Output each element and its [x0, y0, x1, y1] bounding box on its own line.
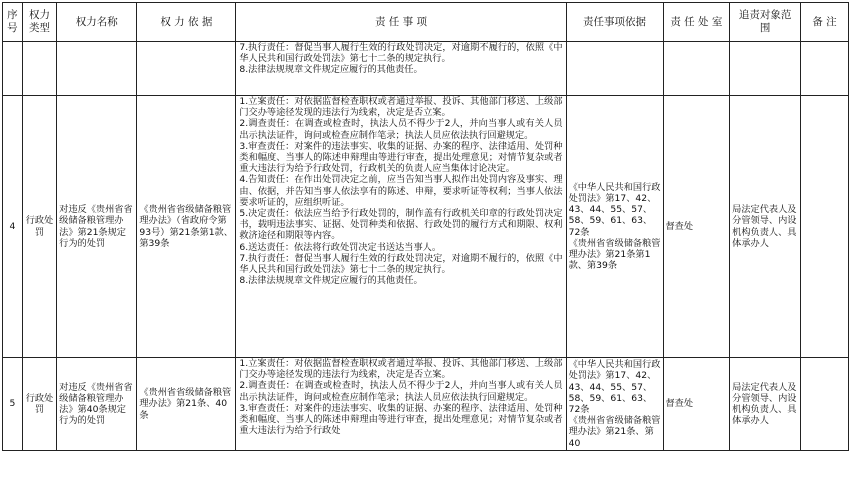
cell-name: 对违反《贵州省省级储备粮管理办法》第40条规定行为的处罚: [57, 358, 137, 451]
header-duty: 责 任 事 项: [236, 3, 566, 42]
header-seq: 序号: [3, 3, 23, 42]
duty-line: 2.调查责任：在调查或检查时，执法人员不得少于2人，并向当事人或有关人员出示执法证件，询问或检查应制作笔录；执法人员应依法执行回避规定。: [239, 118, 563, 141]
header-row: [3, 3, 849, 42]
cell-type: 行政处罚: [22, 96, 56, 358]
duty-line: 5.决定责任：依法应当给予行政处罚的，制作盖有行政机关印章的行政处罚决定书，载明违法事实、证据、处罚种类和依据、行政处罚的履行方式和期限、权利救济途径和期限等内容。: [239, 208, 563, 242]
header-remark: 备 注: [801, 3, 849, 42]
duty-line: 2.调查责任：在调查或检查时，执法人员不得少于2人，并向当事人或有关人员出示执法证件，询问或检查应制作笔录；执法人员应依法执行回避规定。: [239, 380, 563, 403]
duty-line: 7.执行责任：督促当事人履行生效的行政处罚决定，对逾期不履行的，依照《中华人民共和国行政处罚法》第七十二条的规定执行。: [239, 42, 563, 65]
header-duty-basis: 责任事项依据: [566, 3, 663, 42]
duty-line: 8.法律法规规章文件规定应履行的其他责任。: [239, 275, 423, 287]
duty-line: 3.审查责任：对案件的违法事实、收集的证据、办案的程序、法律适用、处罚种类和幅度、当事人的陈述申辩理由等进行审查，提出处理意见；对情节复杂或者重大违法行为给予行政处: [239, 402, 563, 437]
cell-scope: 局法定代表人及分管领导、内设机构负责人、具体承办人: [730, 358, 801, 451]
cell-office: 督查处: [663, 358, 730, 451]
duty-line: 4.告知责任：在作出处罚决定之前，应当告知当事人拟作出处罚内容及事实、理由、依据，并告知当事人依法享有的陈述、申辩，要求听证等权利；当事人依法要求听证的，应组织听证。: [239, 174, 563, 208]
duty-line: 1.立案责任：对依据监督检查职权或者通过举报、投诉、其他部门移送、上级部门交办等途径发现的违法行为线索，决定是否立案。: [239, 358, 563, 381]
cell-seq: 5: [3, 358, 23, 451]
cell-empty: [22, 42, 56, 96]
cell-duty: [236, 96, 566, 358]
cell-empty: [663, 42, 730, 96]
header-office: 责 任 处 室: [663, 3, 730, 42]
cell-basis: 《贵州省省级储备粮管理办法》（省政府令第93号）第21条第1款、第39条: [137, 96, 236, 358]
duty-line: 8.法律法规规章文件规定应履行的其他责任。: [239, 64, 423, 76]
cell-scope: 局法定代表人及分管领导、内设机构负责人、具体承办人: [730, 96, 801, 358]
table-row: [3, 358, 849, 451]
cell-empty: [566, 42, 663, 96]
duty-line: 6.送达责任：依法将行政处罚决定书送达当事人。: [239, 241, 442, 253]
cell-empty: [801, 42, 849, 96]
duty-basis-text: 《中华人民共和国行政处罚法》第17、42、43、44、55、57、58、59、61、63、72条 《贵州省省级储备粮管理办法》第21条、第40: [568, 359, 661, 449]
cell-duty: [236, 42, 566, 96]
cell-remark: [801, 358, 849, 451]
cell-empty: [3, 42, 23, 96]
header-name: 权力名称: [57, 3, 137, 42]
cell-type: 行政处罚: [22, 358, 56, 451]
duty-line: 1.立案责任：对依据监督检查职权或者通过举报、投诉、其他部门移送、上级部门交办等途径发现的违法行为线索，决定是否立案。: [239, 96, 563, 119]
header-basis: 权 力 依 据: [137, 3, 236, 42]
cell-basis: 《贵州省省级储备粮管理办法》第21条、40条: [137, 358, 236, 451]
cell-empty: [730, 42, 801, 96]
duty-line: 7.执行责任：督促当事人履行生效的行政处罚决定，对逾期不履行的，依照《中华人民共和国行政处罚法》第七十二条的规定执行。: [239, 252, 563, 276]
header-scope: 追责对象范 围: [730, 3, 801, 42]
cell-duty: [236, 358, 566, 451]
cell-name: 对违反《贵州省省级储备粮管理办法》第21条规定行为的处罚: [57, 96, 137, 358]
cell-duty-basis: 《中华人民共和国行政处罚法》第17、42、43、44、55、57、58、59、61、63、72条 《贵州省省级储备粮管理办法》第21条第1款、第39条: [566, 96, 663, 358]
header-type: 权力类型: [22, 3, 56, 42]
cell-empty: [57, 42, 137, 96]
cell-duty-basis: [566, 358, 663, 451]
power-list-table: [2, 2, 849, 451]
table-row-continued: [3, 42, 849, 96]
cell-empty: [137, 42, 236, 96]
cell-office: 督查处: [663, 96, 730, 358]
table-row: [3, 96, 849, 358]
duty-line: 3.审查责任：对案件的违法事实、收集的证据、办案的程序、法律适用、处罚种类和幅度、当事人的陈述申辩理由等进行审查，提出处理意见；对情节复杂或者重大违法行为给予行政处罚，行政机关的负责人应当集体讨论决定。: [239, 140, 563, 175]
cell-seq: 4: [3, 96, 23, 358]
cell-remark: [801, 96, 849, 358]
